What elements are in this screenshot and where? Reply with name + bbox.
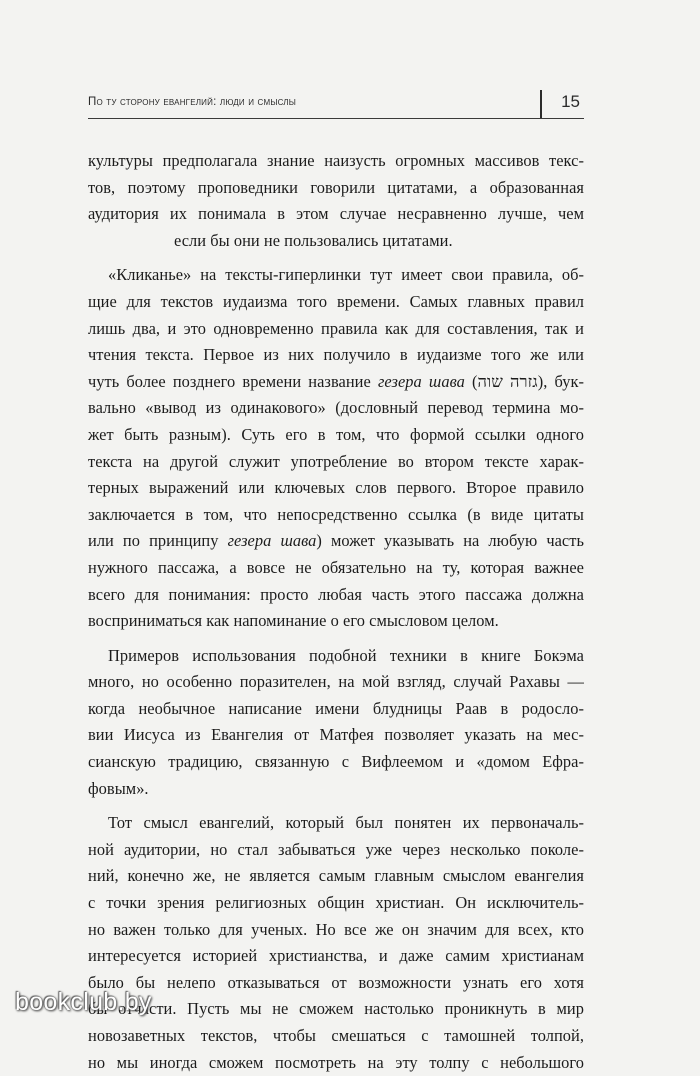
paragraph-gap bbox=[88, 254, 584, 262]
body-text bbox=[88, 148, 584, 1076]
page-number: 15 bbox=[561, 92, 580, 111]
text-line: «Кликанье» на тексты-гиперлинки тут имеет свои правила, об- bbox=[108, 265, 584, 285]
text-line: вии Иисуса из Евангелия от Матфея позволяет указать на мес- bbox=[88, 725, 584, 745]
text-line: всего для понимания: просто любая часть этого пассажа должна bbox=[88, 584, 584, 604]
header-vertical-divider bbox=[540, 90, 542, 118]
text-line: ной аудитории, но стал забываться уже через несколько поколе- bbox=[88, 839, 584, 859]
text-line: ний, конечно же, не является самым главным смыслом евангелия bbox=[88, 866, 584, 886]
text-line: культуры предполагала знание наизусть огромных массивов текс- bbox=[88, 151, 584, 170]
text-line: чтения текста. Первое из них получило в иудаизме того же или bbox=[88, 345, 584, 365]
text-line: с точки зрения религиозных общин христиан. Он исключитель- bbox=[88, 893, 584, 913]
running-header bbox=[88, 92, 584, 118]
text-line: Примеров использования подобной техники в книге Бокэма bbox=[108, 645, 584, 665]
italic-term: гезера шава bbox=[377, 371, 465, 391]
text-line: если бы они не пользовались цитатами. bbox=[174, 230, 453, 250]
text-line: текста на другой служит употребление во втором тексте харак- bbox=[88, 451, 584, 471]
text-line: заключается в том, что непосредственно ссылка (в виде цитаты bbox=[88, 504, 584, 524]
header-rule bbox=[88, 118, 584, 119]
text-line: бы отчасти. Пусть мы не сможем настолько проникнуть в мир bbox=[88, 999, 584, 1019]
text-line: жет быть разным). Суть его в том, что формой ссылки одного bbox=[88, 424, 584, 444]
italic-term: гезера шава bbox=[227, 531, 317, 551]
paragraph-gap bbox=[88, 635, 584, 643]
text-line: терных выражений или ключевых слов первого. Второе правило bbox=[88, 478, 584, 498]
text-line: нужного пассажа, а вовсе не обязательно на ту, которая важнее bbox=[88, 557, 584, 577]
text-line: чуть более позднего времени название гезера шава (גזרה שוה), бук- bbox=[88, 371, 585, 391]
watermark-logo-text: bookclub.by bbox=[15, 988, 152, 1016]
text-line: щие для текстов иудаизма того времени. Самых главных правил bbox=[88, 291, 584, 311]
text-line: но мы иногда сможем посмотреть на эту толпу с небольшого bbox=[88, 1052, 584, 1072]
text-line: вально «вывод из одинакового» (дословный перевод термина мо- bbox=[88, 398, 584, 418]
text-line: интересуется историей христианства, и даже самим христианам bbox=[88, 946, 584, 966]
text-line: лишь два, и это одновременно правила как для составления, так и bbox=[88, 318, 584, 338]
text-line: восприниматься как напоминание о его смысловом целом. bbox=[88, 611, 499, 631]
text-line: сианскую традицию, связанную с Вифлеемом и «домом Ефра- bbox=[88, 752, 584, 772]
text-line: Тот смысл евангелий, который был понятен их первоначаль- bbox=[108, 813, 584, 833]
text-line: или по принципу гезера шава) может указывать на любую часть bbox=[88, 531, 584, 551]
text-line: было бы нелепо отказываться от возможности узнать его хотя bbox=[88, 972, 584, 992]
text-line: когда необычное написание имени блудницы Раав в родосло- bbox=[88, 698, 584, 718]
text-line: много, но особенно поразителен, на мой взгляд, случай Рахавы — bbox=[88, 672, 584, 692]
text-line: фовым». bbox=[88, 778, 149, 798]
text-line: тов, поэтому проповедники говорили цитатами, а образованная bbox=[88, 177, 584, 197]
paragraph-gap bbox=[88, 802, 584, 810]
text-line: но важен только для ученых. Но все же он значим для всех, кто bbox=[88, 919, 584, 939]
text-line: аудитория их понимала в этом случае несравненно лучше, чем bbox=[88, 204, 584, 224]
text-line: новозаветных текстов, чтобы смешаться с тамошней толпой, bbox=[88, 1026, 584, 1045]
running-title: По ту сторону евангелий: люди и смыслы bbox=[88, 96, 297, 108]
